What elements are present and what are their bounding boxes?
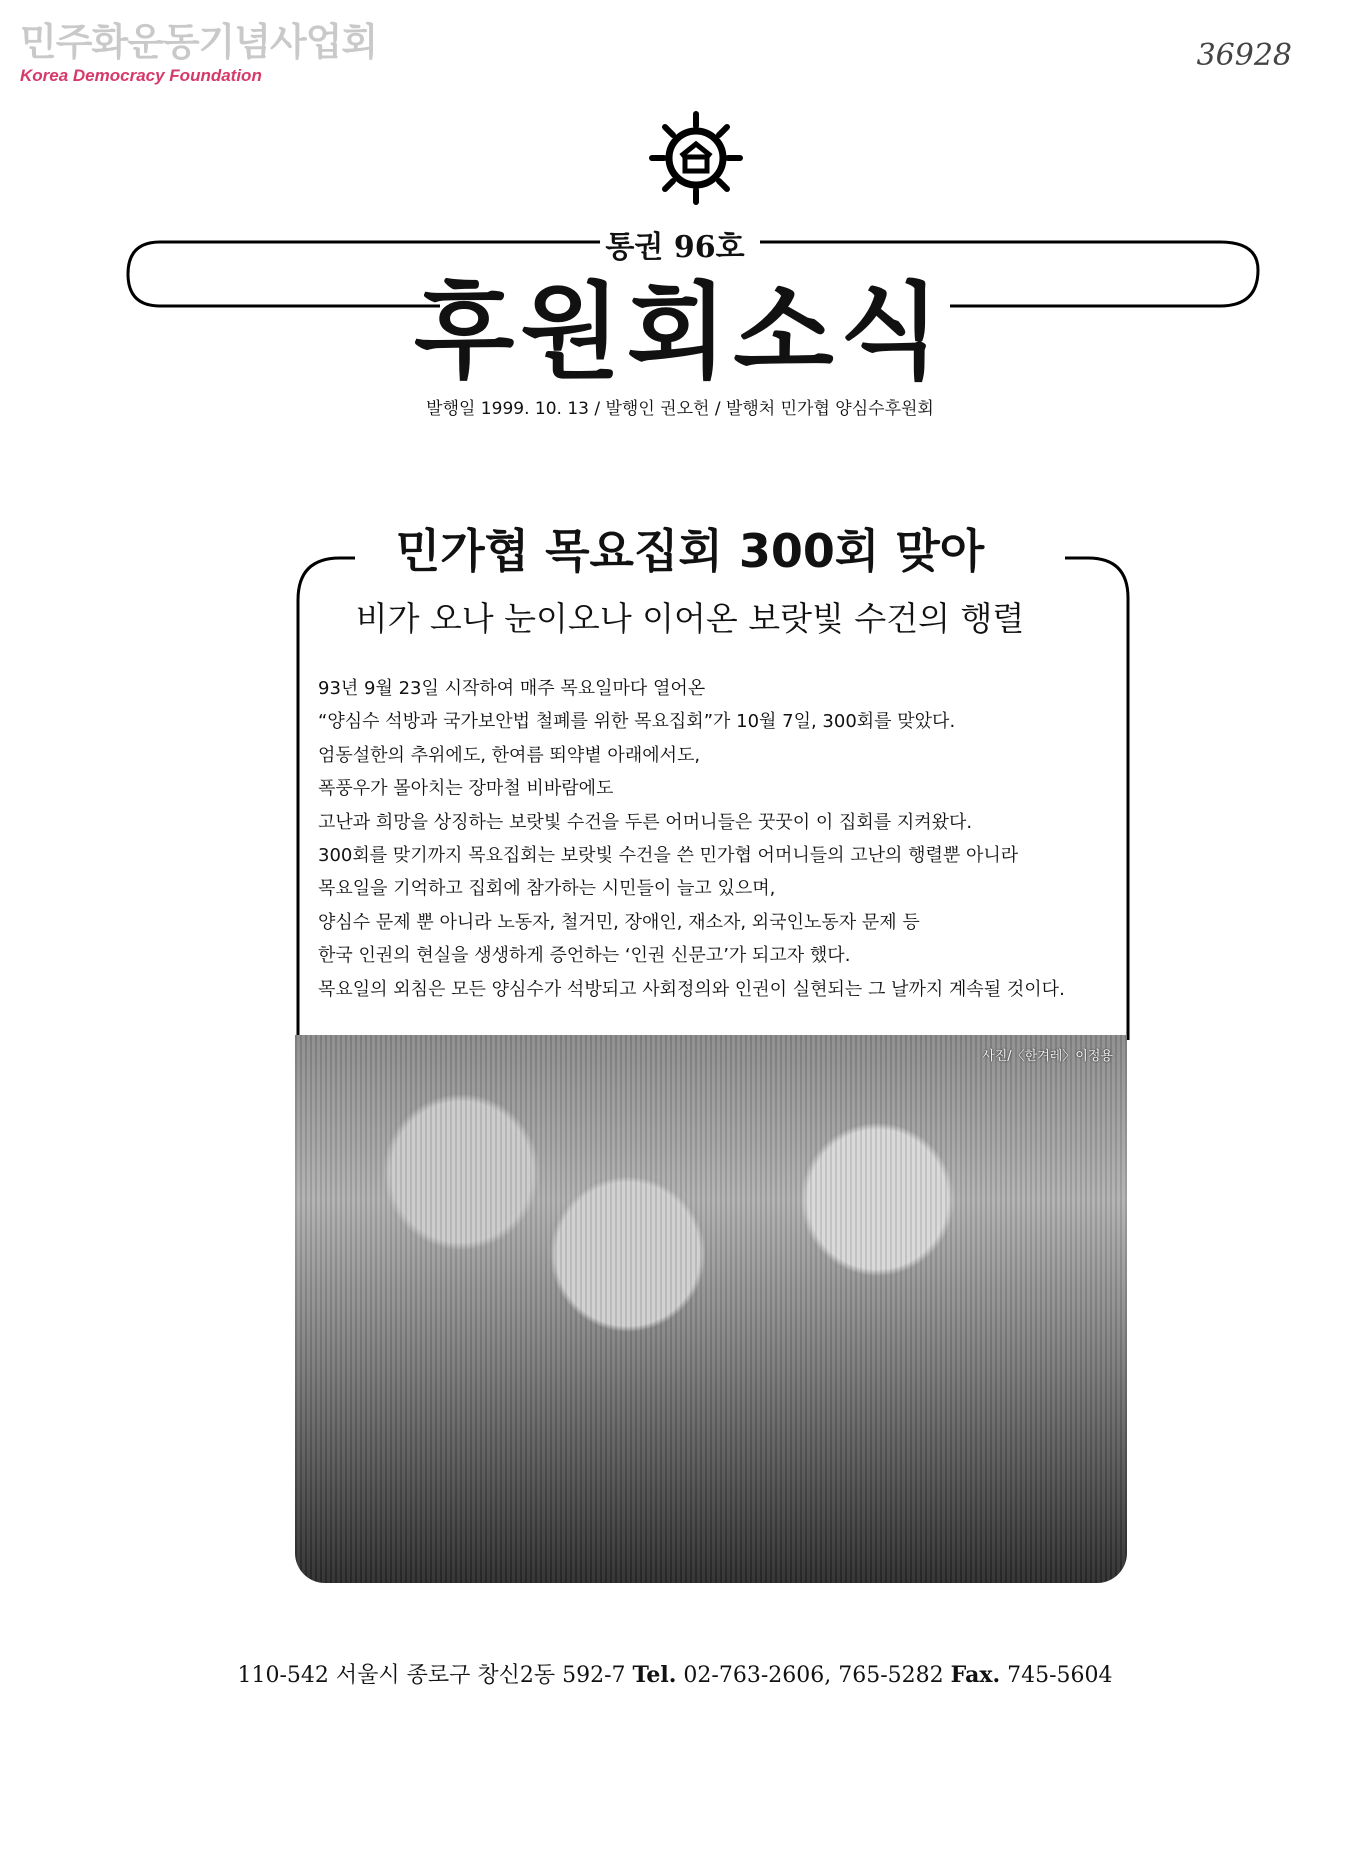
publication-info: 발행일 1999. 10. 13 / 발행인 권오헌 / 발행처 민가협 양심수후원회 [426,399,934,419]
watermark-english: Korea Democracy Foundation [20,66,262,85]
watermark-korean: 민주화운동기념사업회 [20,20,378,64]
article-body [318,672,1118,1006]
body-line: 300회를 맞기까지 목요집회는 보랏빛 수건을 쓴 민가협 어머니들의 고난의 행렬뿐 아니라 [318,845,1019,867]
footer-tel: 02-763-2606, 765-5282 [683,1663,944,1688]
body-line: 목요일의 외침은 모든 양심수가 석방되고 사회정의와 인권이 실현되는 그 날까지 계속될 것이다. [318,978,1065,1000]
footer-fax-label: Fax. [950,1662,1001,1688]
article-subheadline: 비가 오나 눈이오나 이어온 보랏빛 수건의 행렬 [355,599,1025,638]
footer-address: 110-542 서울시 종로구 창신2동 592-7 [237,1663,626,1688]
article-headline: 민가협 목요집회 300회 맞아 [395,524,985,578]
body-line: “양심수 석방과 국가보안법 철폐를 위한 목요집회”가 10월 7일, 300회를 맞았다. [318,711,956,733]
newsletter-title: 후원회소식 [413,271,947,393]
photo-credit: 사진/〈한겨레〉이정용 [982,1049,1113,1064]
body-line: 고난과 희망을 상징하는 보랏빛 수건을 두른 어머니들은 꿋꿋이 이 집회를 지켜왔다. [318,811,973,833]
footer-fax: 745-5604 [1007,1663,1113,1688]
organization-logo-icon [648,110,744,206]
rally-photo [295,1035,1127,1583]
body-line: 양심수 문제 뿐 아니라 노동자, 철거민, 장애인, 재소자, 외국인노동자 문제 등 [318,911,920,933]
body-line: 엄동설한의 추위에도, 한여름 뙤약볕 아래에서도, [318,744,701,766]
body-line: 목요일을 기억하고 집회에 참가하는 시민들이 늘고 있으며, [318,878,776,900]
body-line: 93년 9월 23일 시작하여 매주 목요일마다 열어온 [318,678,706,699]
body-line: 한국 인권의 현실을 생생하게 증언하는 ‘인권 신문고’가 되고자 했다. [318,945,851,967]
archive-number: 36928 [1196,38,1292,73]
issue-number: 통권 96호 [600,222,750,266]
footer-tel-label: Tel. [632,1662,677,1688]
contact-footer [0,1658,1350,1689]
body-line: 폭풍우가 몰아치는 장마철 비바람에도 [318,778,614,800]
foundation-watermark [20,20,377,86]
